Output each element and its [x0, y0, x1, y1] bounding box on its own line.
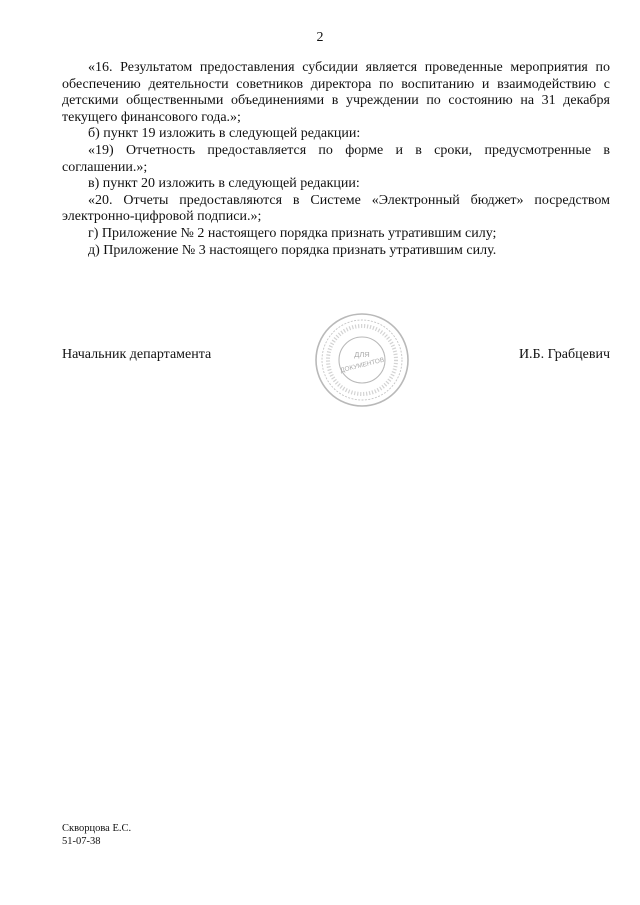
executor-info — [62, 822, 131, 848]
stamp-text-bottom: ДОКУМЕНТОВ — [339, 356, 386, 375]
signatory-name: И.Б. Грабцевич — [518, 347, 610, 362]
paragraph-v: в) пункт 20 изложить в следующей редакции: — [88, 176, 360, 192]
official-stamp — [312, 310, 412, 410]
paragraph-item-16: «16. Результатом предоставления субсидии является проведенные мероприятия по обеспечению деятельности советников директора по воспитанию и взаимодействию с детскими общественными объединениями в учреждении по состоянию на 31 декабря текущего финансового года.»; — [62, 60, 610, 125]
paragraph-b: б) пункт 19 изложить в следующей редакции: — [88, 126, 361, 142]
paragraph-g: г) Приложение № 2 настоящего порядка признать утратившим силу; — [88, 225, 497, 241]
paragraph-d: д) Приложение № 3 настоящего порядка признать утратившим силу. — [88, 242, 497, 258]
document-body — [62, 60, 610, 259]
stamp-text-top: ДЛЯ — [354, 350, 370, 359]
executor-name: Скворцова Е.С. — [62, 823, 132, 834]
signatory-position: Начальник департамента — [62, 347, 212, 362]
paragraph-item-19: «19) Отчетность предоставляется по форме и в сроки, предусмотренные в соглашении.»; — [62, 142, 610, 175]
paragraph-item-20: «20. Отчеты предоставляются в Системе «Электронный бюджет» посредством электронно-цифровой подписи.»; — [62, 192, 610, 225]
page-number: 2 — [316, 30, 324, 45]
executor-phone: 51-07-38 — [62, 836, 101, 847]
